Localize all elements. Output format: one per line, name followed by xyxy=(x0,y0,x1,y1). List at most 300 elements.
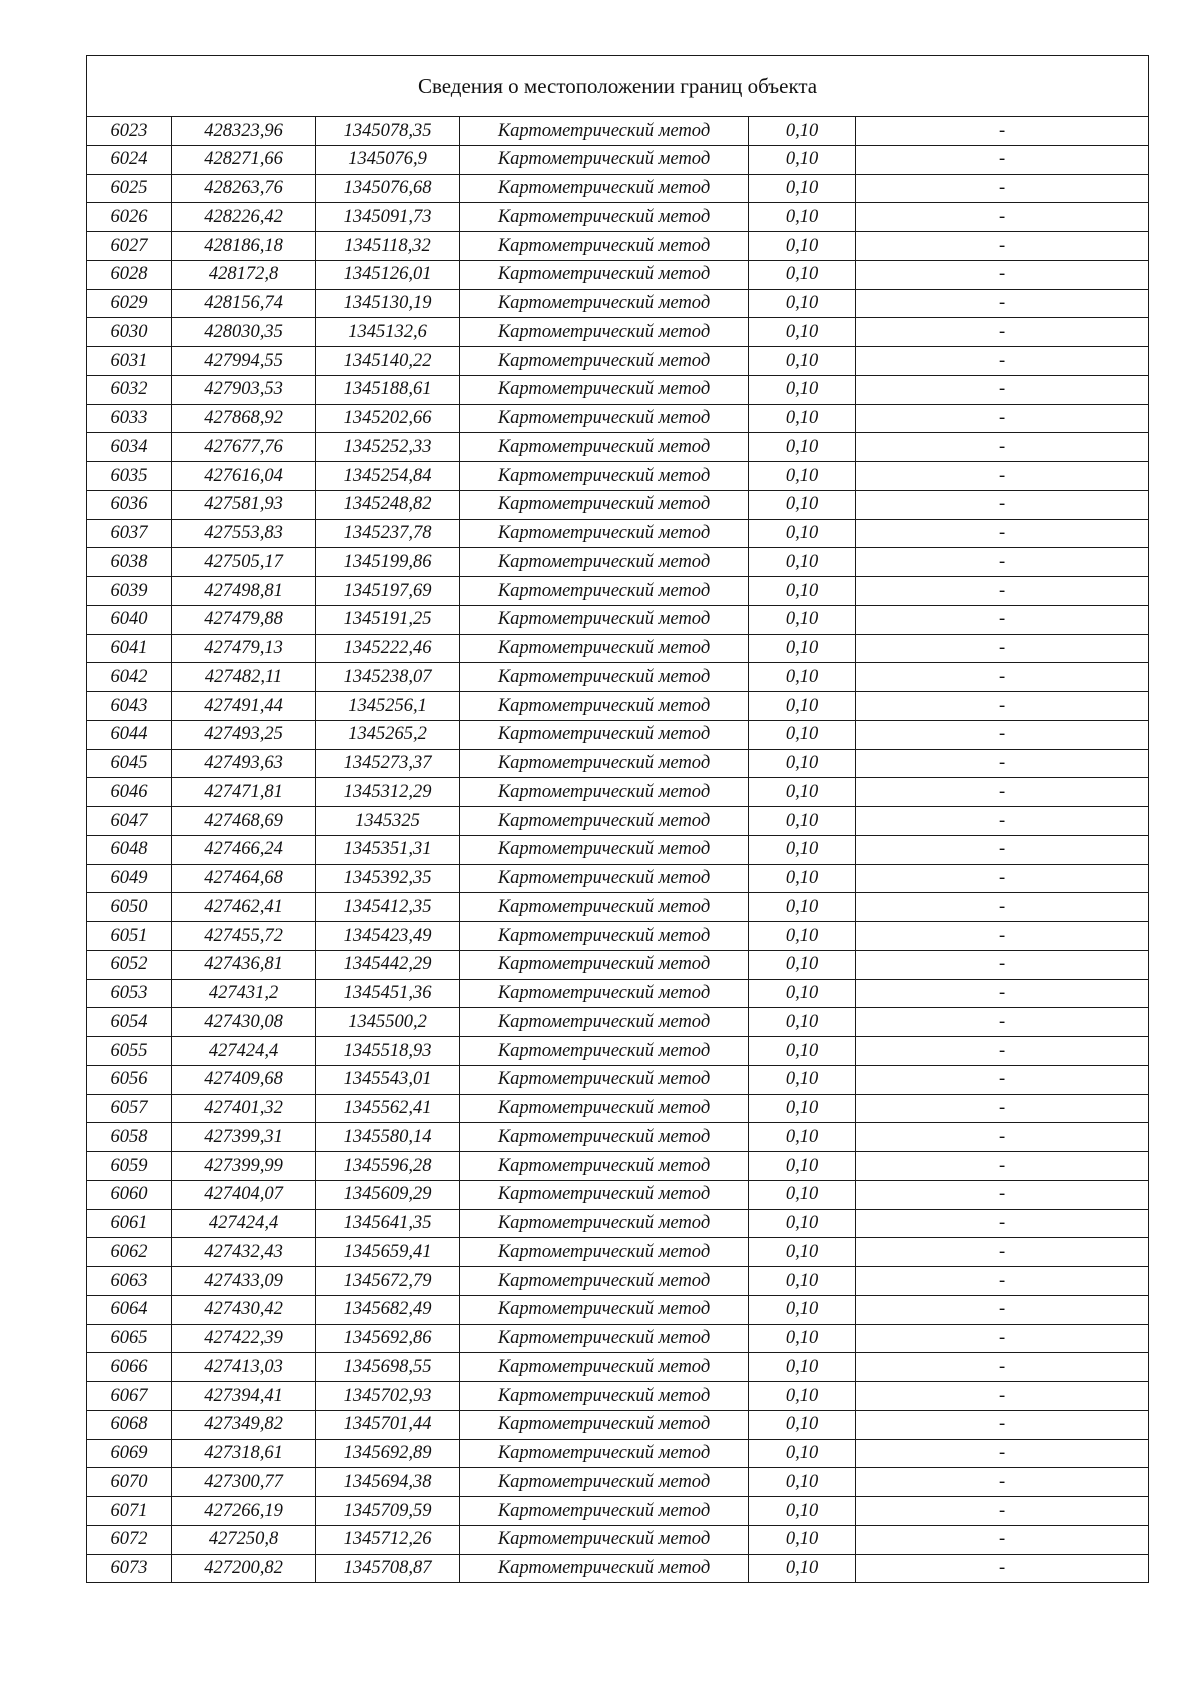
x-coordinate-cell: 427553,83 xyxy=(172,519,316,548)
table-row xyxy=(87,979,1149,1008)
description-cell: - xyxy=(856,404,1149,433)
x-coordinate-cell: 427616,04 xyxy=(172,462,316,491)
precision-cell: 0,10 xyxy=(749,807,856,836)
description-cell: - xyxy=(856,462,1149,491)
table-row xyxy=(87,634,1149,663)
precision-cell: 0,10 xyxy=(749,174,856,203)
table-row xyxy=(87,1554,1149,1583)
table-row xyxy=(87,347,1149,376)
description-cell: - xyxy=(856,1008,1149,1037)
y-coordinate-cell: 1345609,29 xyxy=(316,1180,460,1209)
y-coordinate-cell: 1345580,14 xyxy=(316,1123,460,1152)
precision-cell: 0,10 xyxy=(749,145,856,174)
description-cell: - xyxy=(856,979,1149,1008)
method-cell: Картометрический метод xyxy=(460,174,749,203)
description-cell: - xyxy=(856,749,1149,778)
y-coordinate-cell: 1345596,28 xyxy=(316,1152,460,1181)
point-number-cell: 6062 xyxy=(87,1238,172,1267)
table-row xyxy=(87,778,1149,807)
y-coordinate-cell: 1345543,01 xyxy=(316,1065,460,1094)
table-row xyxy=(87,1123,1149,1152)
method-cell: Картометрический метод xyxy=(460,318,749,347)
precision-cell: 0,10 xyxy=(749,692,856,721)
precision-cell: 0,10 xyxy=(749,289,856,318)
y-coordinate-cell: 1345562,41 xyxy=(316,1094,460,1123)
table-row xyxy=(87,950,1149,979)
point-number-cell: 6069 xyxy=(87,1439,172,1468)
method-cell: Картометрический метод xyxy=(460,347,749,376)
x-coordinate-cell: 427436,81 xyxy=(172,950,316,979)
description-cell: - xyxy=(856,1410,1149,1439)
method-cell: Картометрический метод xyxy=(460,605,749,634)
point-number-cell: 6068 xyxy=(87,1410,172,1439)
table-row xyxy=(87,1410,1149,1439)
description-cell: - xyxy=(856,232,1149,261)
description-cell: - xyxy=(856,1554,1149,1583)
point-number-cell: 6054 xyxy=(87,1008,172,1037)
precision-cell: 0,10 xyxy=(749,1008,856,1037)
description-cell: - xyxy=(856,117,1149,146)
table-row xyxy=(87,1295,1149,1324)
description-cell: - xyxy=(856,548,1149,577)
point-number-cell: 6040 xyxy=(87,605,172,634)
table-row xyxy=(87,1324,1149,1353)
x-coordinate-cell: 428323,96 xyxy=(172,117,316,146)
x-coordinate-cell: 428226,42 xyxy=(172,203,316,232)
table-row xyxy=(87,1497,1149,1526)
y-coordinate-cell: 1345188,61 xyxy=(316,375,460,404)
point-number-cell: 6045 xyxy=(87,749,172,778)
y-coordinate-cell: 1345442,29 xyxy=(316,950,460,979)
y-coordinate-cell: 1345412,35 xyxy=(316,893,460,922)
table-row xyxy=(87,1209,1149,1238)
x-coordinate-cell: 427422,39 xyxy=(172,1324,316,1353)
y-coordinate-cell: 1345238,07 xyxy=(316,663,460,692)
description-cell: - xyxy=(856,605,1149,634)
y-coordinate-cell: 1345641,35 xyxy=(316,1209,460,1238)
description-cell: - xyxy=(856,893,1149,922)
x-coordinate-cell: 427468,69 xyxy=(172,807,316,836)
method-cell: Картометрический метод xyxy=(460,1410,749,1439)
point-number-cell: 6063 xyxy=(87,1267,172,1296)
precision-cell: 0,10 xyxy=(749,1295,856,1324)
description-cell: - xyxy=(856,663,1149,692)
description-cell: - xyxy=(856,1094,1149,1123)
precision-cell: 0,10 xyxy=(749,318,856,347)
precision-cell: 0,10 xyxy=(749,1267,856,1296)
x-coordinate-cell: 427318,61 xyxy=(172,1439,316,1468)
description-cell: - xyxy=(856,174,1149,203)
table-row xyxy=(87,203,1149,232)
table-row xyxy=(87,260,1149,289)
precision-cell: 0,10 xyxy=(749,404,856,433)
method-cell: Картометрический метод xyxy=(460,1554,749,1583)
x-coordinate-cell: 427498,81 xyxy=(172,577,316,606)
description-cell: - xyxy=(856,1238,1149,1267)
method-cell: Картометрический метод xyxy=(460,1439,749,1468)
x-coordinate-cell: 427266,19 xyxy=(172,1497,316,1526)
precision-cell: 0,10 xyxy=(749,1065,856,1094)
x-coordinate-cell: 427399,31 xyxy=(172,1123,316,1152)
table-row xyxy=(87,663,1149,692)
point-number-cell: 6049 xyxy=(87,864,172,893)
method-cell: Картометрический метод xyxy=(460,720,749,749)
point-number-cell: 6061 xyxy=(87,1209,172,1238)
precision-cell: 0,10 xyxy=(749,1497,856,1526)
precision-cell: 0,10 xyxy=(749,720,856,749)
description-cell: - xyxy=(856,1295,1149,1324)
point-number-cell: 6031 xyxy=(87,347,172,376)
x-coordinate-cell: 427424,4 xyxy=(172,1037,316,1066)
x-coordinate-cell: 427466,24 xyxy=(172,835,316,864)
method-cell: Картометрический метод xyxy=(460,663,749,692)
x-coordinate-cell: 427903,53 xyxy=(172,375,316,404)
y-coordinate-cell: 1345126,01 xyxy=(316,260,460,289)
point-number-cell: 6041 xyxy=(87,634,172,663)
y-coordinate-cell: 1345312,29 xyxy=(316,778,460,807)
method-cell: Картометрический метод xyxy=(460,692,749,721)
boundary-coordinates-table xyxy=(86,55,1149,1583)
precision-cell: 0,10 xyxy=(749,203,856,232)
precision-cell: 0,10 xyxy=(749,1439,856,1468)
precision-cell: 0,10 xyxy=(749,577,856,606)
table-body xyxy=(87,56,1149,1583)
point-number-cell: 6027 xyxy=(87,232,172,261)
precision-cell: 0,10 xyxy=(749,433,856,462)
method-cell: Картометрический метод xyxy=(460,1324,749,1353)
table-row xyxy=(87,1382,1149,1411)
x-coordinate-cell: 427431,2 xyxy=(172,979,316,1008)
point-number-cell: 6070 xyxy=(87,1468,172,1497)
precision-cell: 0,10 xyxy=(749,232,856,261)
table-row xyxy=(87,1152,1149,1181)
x-coordinate-cell: 427424,4 xyxy=(172,1209,316,1238)
x-coordinate-cell: 427430,08 xyxy=(172,1008,316,1037)
method-cell: Картометрический метод xyxy=(460,232,749,261)
precision-cell: 0,10 xyxy=(749,519,856,548)
point-number-cell: 6058 xyxy=(87,1123,172,1152)
point-number-cell: 6043 xyxy=(87,692,172,721)
method-cell: Картометрический метод xyxy=(460,1037,749,1066)
table-row xyxy=(87,548,1149,577)
point-number-cell: 6053 xyxy=(87,979,172,1008)
method-cell: Картометрический метод xyxy=(460,1267,749,1296)
precision-cell: 0,10 xyxy=(749,1094,856,1123)
precision-cell: 0,10 xyxy=(749,1209,856,1238)
method-cell: Картометрический метод xyxy=(460,835,749,864)
y-coordinate-cell: 1345701,44 xyxy=(316,1410,460,1439)
point-number-cell: 6038 xyxy=(87,548,172,577)
description-cell: - xyxy=(856,1324,1149,1353)
description-cell: - xyxy=(856,1037,1149,1066)
y-coordinate-cell: 1345256,1 xyxy=(316,692,460,721)
point-number-cell: 6060 xyxy=(87,1180,172,1209)
precision-cell: 0,10 xyxy=(749,950,856,979)
table-row xyxy=(87,692,1149,721)
point-number-cell: 6026 xyxy=(87,203,172,232)
point-number-cell: 6029 xyxy=(87,289,172,318)
x-coordinate-cell: 427479,88 xyxy=(172,605,316,634)
precision-cell: 0,10 xyxy=(749,548,856,577)
description-cell: - xyxy=(856,1180,1149,1209)
precision-cell: 0,10 xyxy=(749,634,856,663)
table-row xyxy=(87,922,1149,951)
table-row xyxy=(87,893,1149,922)
y-coordinate-cell: 1345118,32 xyxy=(316,232,460,261)
y-coordinate-cell: 1345692,86 xyxy=(316,1324,460,1353)
description-cell: - xyxy=(856,807,1149,836)
precision-cell: 0,10 xyxy=(749,835,856,864)
point-number-cell: 6042 xyxy=(87,663,172,692)
y-coordinate-cell: 1345659,41 xyxy=(316,1238,460,1267)
description-cell: - xyxy=(856,1123,1149,1152)
x-coordinate-cell: 427433,09 xyxy=(172,1267,316,1296)
y-coordinate-cell: 1345202,66 xyxy=(316,404,460,433)
precision-cell: 0,10 xyxy=(749,1324,856,1353)
method-cell: Картометрический метод xyxy=(460,749,749,778)
method-cell: Картометрический метод xyxy=(460,375,749,404)
y-coordinate-cell: 1345237,78 xyxy=(316,519,460,548)
point-number-cell: 6073 xyxy=(87,1554,172,1583)
point-number-cell: 6046 xyxy=(87,778,172,807)
y-coordinate-cell: 1345199,86 xyxy=(316,548,460,577)
precision-cell: 0,10 xyxy=(749,893,856,922)
description-cell: - xyxy=(856,1468,1149,1497)
method-cell: Картометрический метод xyxy=(460,1180,749,1209)
point-number-cell: 6052 xyxy=(87,950,172,979)
precision-cell: 0,10 xyxy=(749,922,856,951)
description-cell: - xyxy=(856,864,1149,893)
y-coordinate-cell: 1345708,87 xyxy=(316,1554,460,1583)
description-cell: - xyxy=(856,433,1149,462)
y-coordinate-cell: 1345248,82 xyxy=(316,490,460,519)
x-coordinate-cell: 428186,18 xyxy=(172,232,316,261)
y-coordinate-cell: 1345132,6 xyxy=(316,318,460,347)
point-number-cell: 6050 xyxy=(87,893,172,922)
point-number-cell: 6044 xyxy=(87,720,172,749)
description-cell: - xyxy=(856,950,1149,979)
method-cell: Картометрический метод xyxy=(460,404,749,433)
x-coordinate-cell: 427200,82 xyxy=(172,1554,316,1583)
precision-cell: 0,10 xyxy=(749,375,856,404)
x-coordinate-cell: 427430,42 xyxy=(172,1295,316,1324)
x-coordinate-cell: 427455,72 xyxy=(172,922,316,951)
description-cell: - xyxy=(856,375,1149,404)
table-row xyxy=(87,1094,1149,1123)
method-cell: Картометрический метод xyxy=(460,893,749,922)
table-title-row xyxy=(87,56,1149,117)
y-coordinate-cell: 1345392,35 xyxy=(316,864,460,893)
method-cell: Картометрический метод xyxy=(460,1065,749,1094)
x-coordinate-cell: 428271,66 xyxy=(172,145,316,174)
y-coordinate-cell: 1345672,79 xyxy=(316,1267,460,1296)
point-number-cell: 6072 xyxy=(87,1525,172,1554)
x-coordinate-cell: 427677,76 xyxy=(172,433,316,462)
method-cell: Картометрический метод xyxy=(460,260,749,289)
x-coordinate-cell: 427482,11 xyxy=(172,663,316,692)
description-cell: - xyxy=(856,1065,1149,1094)
table-row xyxy=(87,749,1149,778)
x-coordinate-cell: 428263,76 xyxy=(172,174,316,203)
table-row xyxy=(87,835,1149,864)
point-number-cell: 6023 xyxy=(87,117,172,146)
x-coordinate-cell: 428156,74 xyxy=(172,289,316,318)
description-cell: - xyxy=(856,634,1149,663)
point-number-cell: 6035 xyxy=(87,462,172,491)
precision-cell: 0,10 xyxy=(749,605,856,634)
table-row xyxy=(87,864,1149,893)
table-row xyxy=(87,174,1149,203)
description-cell: - xyxy=(856,289,1149,318)
description-cell: - xyxy=(856,1497,1149,1526)
y-coordinate-cell: 1345692,89 xyxy=(316,1439,460,1468)
method-cell: Картометрический метод xyxy=(460,1497,749,1526)
precision-cell: 0,10 xyxy=(749,1353,856,1382)
y-coordinate-cell: 1345682,49 xyxy=(316,1295,460,1324)
method-cell: Картометрический метод xyxy=(460,807,749,836)
x-coordinate-cell: 427300,77 xyxy=(172,1468,316,1497)
y-coordinate-cell: 1345451,36 xyxy=(316,979,460,1008)
description-cell: - xyxy=(856,347,1149,376)
y-coordinate-cell: 1345197,69 xyxy=(316,577,460,606)
point-number-cell: 6066 xyxy=(87,1353,172,1382)
x-coordinate-cell: 427493,25 xyxy=(172,720,316,749)
x-coordinate-cell: 427479,13 xyxy=(172,634,316,663)
y-coordinate-cell: 1345712,26 xyxy=(316,1525,460,1554)
point-number-cell: 6059 xyxy=(87,1152,172,1181)
precision-cell: 0,10 xyxy=(749,1238,856,1267)
table-row xyxy=(87,1439,1149,1468)
description-cell: - xyxy=(856,1152,1149,1181)
x-coordinate-cell: 427868,92 xyxy=(172,404,316,433)
y-coordinate-cell: 1345698,55 xyxy=(316,1353,460,1382)
description-cell: - xyxy=(856,1439,1149,1468)
description-cell: - xyxy=(856,145,1149,174)
y-coordinate-cell: 1345076,9 xyxy=(316,145,460,174)
point-number-cell: 6057 xyxy=(87,1094,172,1123)
method-cell: Картометрический метод xyxy=(460,864,749,893)
method-cell: Картометрический метод xyxy=(460,203,749,232)
precision-cell: 0,10 xyxy=(749,1152,856,1181)
table-row xyxy=(87,1267,1149,1296)
description-cell: - xyxy=(856,577,1149,606)
y-coordinate-cell: 1345273,37 xyxy=(316,749,460,778)
table-row xyxy=(87,519,1149,548)
x-coordinate-cell: 427464,68 xyxy=(172,864,316,893)
precision-cell: 0,10 xyxy=(749,1123,856,1152)
method-cell: Картометрический метод xyxy=(460,1382,749,1411)
description-cell: - xyxy=(856,260,1149,289)
y-coordinate-cell: 1345254,84 xyxy=(316,462,460,491)
x-coordinate-cell: 427394,41 xyxy=(172,1382,316,1411)
precision-cell: 0,10 xyxy=(749,1180,856,1209)
point-number-cell: 6030 xyxy=(87,318,172,347)
y-coordinate-cell: 1345265,2 xyxy=(316,720,460,749)
description-cell: - xyxy=(856,692,1149,721)
description-cell: - xyxy=(856,835,1149,864)
method-cell: Картометрический метод xyxy=(460,1094,749,1123)
precision-cell: 0,10 xyxy=(749,864,856,893)
point-number-cell: 6051 xyxy=(87,922,172,951)
precision-cell: 0,10 xyxy=(749,1410,856,1439)
point-number-cell: 6056 xyxy=(87,1065,172,1094)
method-cell: Картометрический метод xyxy=(460,433,749,462)
precision-cell: 0,10 xyxy=(749,117,856,146)
y-coordinate-cell: 1345222,46 xyxy=(316,634,460,663)
table-row xyxy=(87,1008,1149,1037)
precision-cell: 0,10 xyxy=(749,1525,856,1554)
method-cell: Картометрический метод xyxy=(460,577,749,606)
y-coordinate-cell: 1345423,49 xyxy=(316,922,460,951)
table-row xyxy=(87,1468,1149,1497)
y-coordinate-cell: 1345078,35 xyxy=(316,117,460,146)
point-number-cell: 6071 xyxy=(87,1497,172,1526)
method-cell: Картометрический метод xyxy=(460,1525,749,1554)
y-coordinate-cell: 1345130,19 xyxy=(316,289,460,318)
table-row xyxy=(87,117,1149,146)
y-coordinate-cell: 1345325 xyxy=(316,807,460,836)
table-row xyxy=(87,807,1149,836)
table-title: Сведения о местоположении границ объекта xyxy=(87,56,1149,117)
y-coordinate-cell: 1345709,59 xyxy=(316,1497,460,1526)
y-coordinate-cell: 1345140,22 xyxy=(316,347,460,376)
method-cell: Картометрический метод xyxy=(460,950,749,979)
y-coordinate-cell: 1345518,93 xyxy=(316,1037,460,1066)
table-row xyxy=(87,462,1149,491)
description-cell: - xyxy=(856,318,1149,347)
method-cell: Картометрический метод xyxy=(460,778,749,807)
method-cell: Картометрический метод xyxy=(460,1209,749,1238)
point-number-cell: 6064 xyxy=(87,1295,172,1324)
method-cell: Картометрический метод xyxy=(460,145,749,174)
precision-cell: 0,10 xyxy=(749,1037,856,1066)
y-coordinate-cell: 1345351,31 xyxy=(316,835,460,864)
description-cell: - xyxy=(856,1267,1149,1296)
x-coordinate-cell: 428030,35 xyxy=(172,318,316,347)
description-cell: - xyxy=(856,1382,1149,1411)
precision-cell: 0,10 xyxy=(749,1382,856,1411)
x-coordinate-cell: 427471,81 xyxy=(172,778,316,807)
precision-cell: 0,10 xyxy=(749,260,856,289)
y-coordinate-cell: 1345191,25 xyxy=(316,605,460,634)
table-row xyxy=(87,1180,1149,1209)
x-coordinate-cell: 427399,99 xyxy=(172,1152,316,1181)
method-cell: Картометрический метод xyxy=(460,1008,749,1037)
x-coordinate-cell: 427462,41 xyxy=(172,893,316,922)
table-row xyxy=(87,375,1149,404)
method-cell: Картометрический метод xyxy=(460,1123,749,1152)
y-coordinate-cell: 1345076,68 xyxy=(316,174,460,203)
precision-cell: 0,10 xyxy=(749,663,856,692)
method-cell: Картометрический метод xyxy=(460,462,749,491)
precision-cell: 0,10 xyxy=(749,749,856,778)
table-row xyxy=(87,720,1149,749)
table-row xyxy=(87,1238,1149,1267)
precision-cell: 0,10 xyxy=(749,1554,856,1583)
description-cell: - xyxy=(856,203,1149,232)
table-row xyxy=(87,577,1149,606)
method-cell: Картометрический метод xyxy=(460,490,749,519)
point-number-cell: 6032 xyxy=(87,375,172,404)
table-row xyxy=(87,318,1149,347)
method-cell: Картометрический метод xyxy=(460,979,749,1008)
y-coordinate-cell: 1345702,93 xyxy=(316,1382,460,1411)
description-cell: - xyxy=(856,1525,1149,1554)
precision-cell: 0,10 xyxy=(749,1468,856,1497)
y-coordinate-cell: 1345500,2 xyxy=(316,1008,460,1037)
point-number-cell: 6024 xyxy=(87,145,172,174)
description-cell: - xyxy=(856,519,1149,548)
